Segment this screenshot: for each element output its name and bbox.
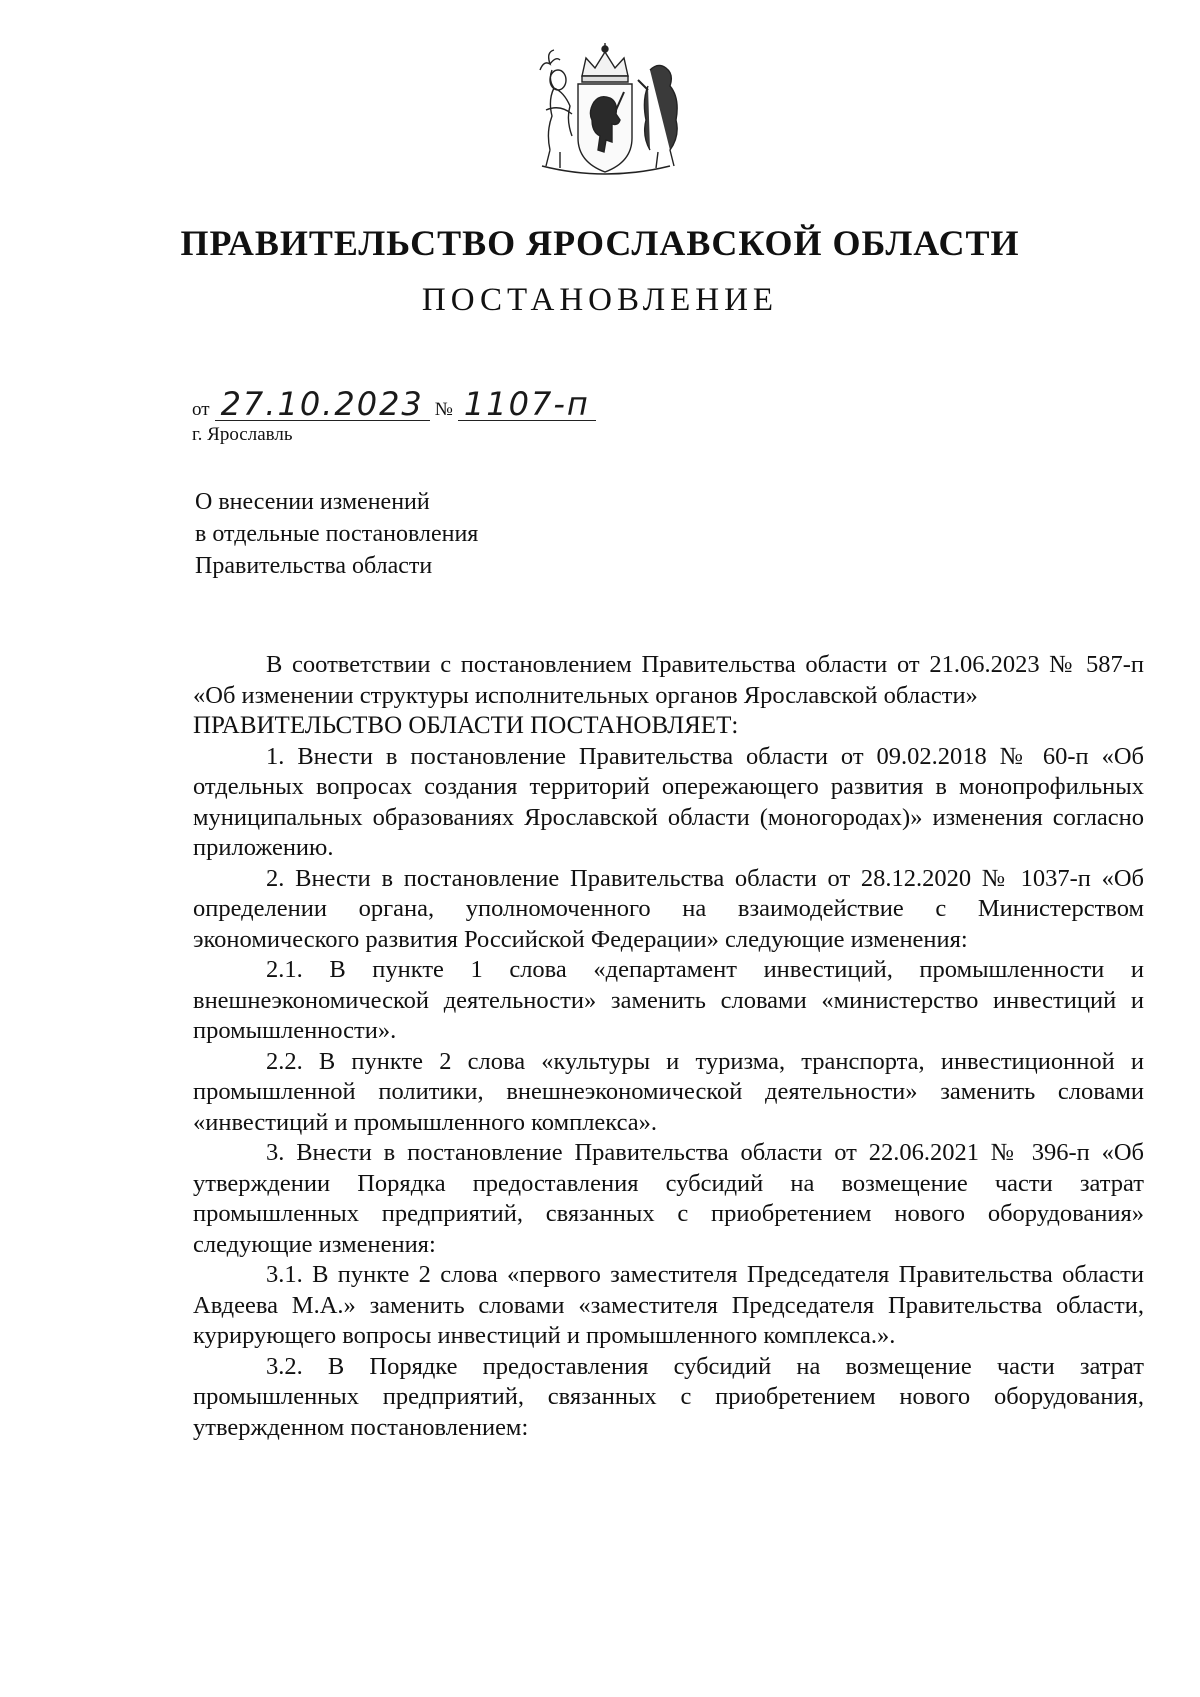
issuer-title: ПРАВИТЕЛЬСТВО ЯРОСЛАВСКОЙ ОБЛАСТИ	[180, 223, 1020, 263]
clause-2-2: 2.2. В пункте 2 слова «культуры и туризма, транспорта, инвестиционной и промышленной политики, внешнеэкономической деятельности» заменить словами «инвестиций и промышленного комплекса».	[193, 1047, 1144, 1136]
from-label: от	[192, 399, 210, 420]
clause-3: 3. Внести в постановление Правительства области от 22.06.2021 № 396-п «Об утверждении Порядка предоставления субсидий на возмещение части затрат промышленных предприятий, связанных с приобретением нового оборудования» следующие изменения:	[193, 1139, 1144, 1258]
subject-line: Правительства области	[195, 553, 433, 579]
handwritten-date: 27.10.2023	[215, 388, 430, 421]
clause-3-2: 3.2. В Порядке предоставления субсидий на возмещение части затрат промышленных предприятий, связанных с приобретением нового оборудования, утвержденном постановлением:	[193, 1352, 1144, 1441]
subject-line: О внесении изменений	[195, 489, 430, 515]
city-label: г. Ярославль	[192, 424, 293, 445]
clause-3-1: 3.1. В пункте 2 слова «первого заместителя Председателя Правительства области Авдеева М.А.» заменить словами «заместителя Председателя Правительства области, курирующего вопросы инвестиций и промышленного комплекса.».	[193, 1261, 1144, 1349]
preamble-paragraph: В соответствии с постановлением Правительства области от 21.06.2023 № 587-п «Об изменении структуры исполнительных органов Ярославской области»	[193, 651, 1144, 709]
document-type: ПОСТАНОВЛЕНИЕ	[421, 282, 779, 318]
decree-heading: ПРАВИТЕЛЬСТВО ОБЛАСТИ ПОСТАНОВЛЯЕТ:	[193, 712, 739, 739]
coat-of-arms-icon	[520, 40, 690, 180]
clause-1: 1. Внести в постановление Правительства области от 09.02.2018 № 60-п «Об отдельных вопросах создания территорий опережающего развития в монопрофильных муниципальных образованиях Ярославской области (моногородах)» изменения согласно приложению.	[193, 742, 1144, 861]
clause-2-1: 2.1. В пункте 1 слова «департамент инвестиций, промышленности и внешнеэкономической деятельности» заменить словами «министерство инвестиций и промышленности».	[193, 956, 1144, 1044]
handwritten-number: 1107-п	[458, 388, 596, 421]
subject-block	[195, 486, 478, 582]
document-body	[193, 650, 1144, 1443]
subject-line: в отдельные постановления	[195, 521, 479, 547]
clause-2: 2. Внести в постановление Правительства области от 28.12.2020 № 1037-п «Об определении органа, уполномоченного на взаимодействие с Министерством экономического развития Российской Федерации» следующие изменения:	[193, 864, 1144, 953]
date-number-line	[192, 385, 596, 428]
number-label: №	[434, 399, 453, 420]
